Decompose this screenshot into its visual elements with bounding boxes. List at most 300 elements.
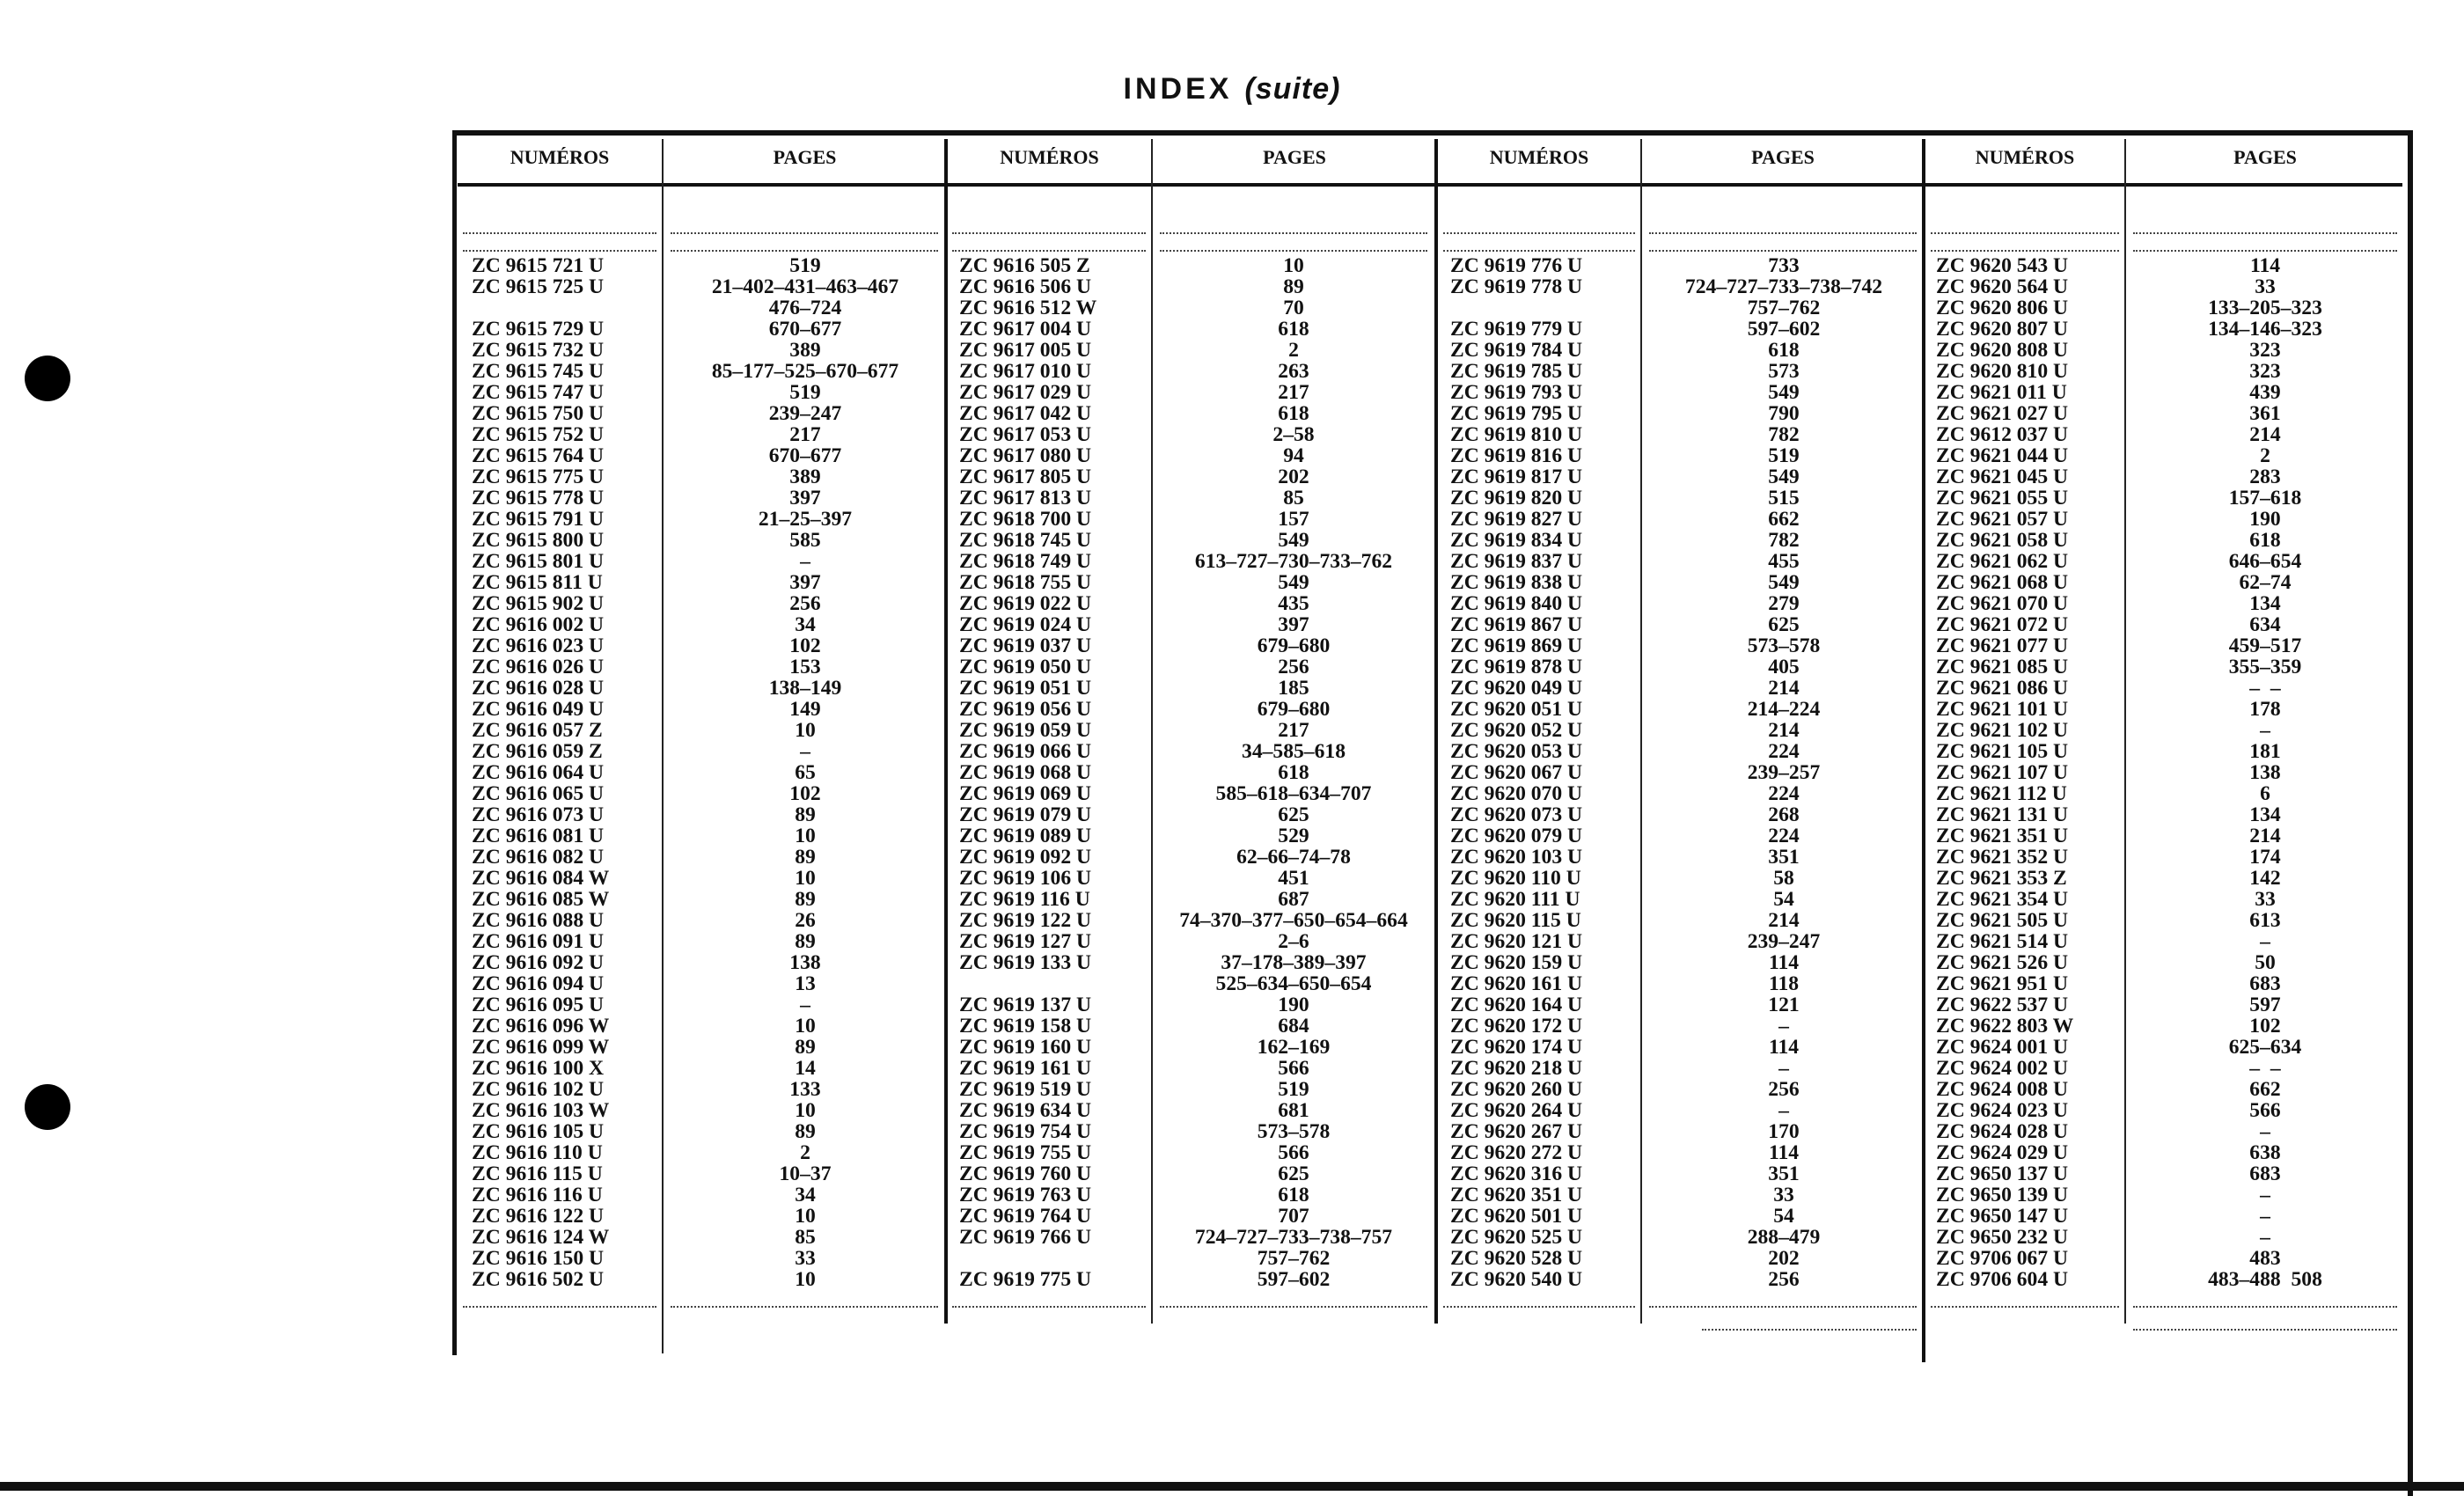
- index-pages: 153: [789, 656, 821, 678]
- index-number: ZC 9619 116 U: [959, 888, 1090, 911]
- index-pages: 174: [2249, 846, 2281, 869]
- index-pages: 224: [1768, 740, 1800, 763]
- index-number: ZC 9706 604 U: [1936, 1268, 2069, 1291]
- index-number: ZC 9619 878 U: [1450, 656, 1583, 678]
- index-number: ZC 9619 793 U: [1450, 381, 1583, 404]
- index-number: ZC 9706 067 U: [1936, 1247, 2069, 1270]
- index-number: [472, 297, 658, 319]
- index-pages: 519: [1278, 1078, 1309, 1101]
- index-pages: 202: [1278, 466, 1309, 488]
- index-pages: 573–578: [1747, 634, 1821, 657]
- index-pages: 613: [2249, 909, 2281, 932]
- index-number: ZC 9618 700 U: [959, 508, 1092, 531]
- index-pages: 138–149: [768, 677, 842, 700]
- index-number: ZC 9619 160 U: [959, 1036, 1092, 1059]
- index-number: ZC 9620 079 U: [1450, 825, 1583, 847]
- index-number: ZC 9619 122 U: [959, 909, 1092, 932]
- index-pages: 10: [795, 867, 816, 890]
- index-number: ZC 9619 778 U: [1450, 275, 1583, 298]
- index-pages: 566: [1278, 1057, 1309, 1080]
- index-number: ZC 9619 820 U: [1450, 487, 1583, 510]
- index-pages: 634: [2249, 613, 2281, 636]
- index-number: ZC 9620 110 U: [1450, 867, 1581, 890]
- index-pages: 597–602: [1747, 318, 1821, 341]
- index-pages: 613–727–730–733–762: [1194, 550, 1393, 573]
- index-number: ZC 9617 010 U: [959, 360, 1092, 383]
- index-pages: 389: [789, 466, 821, 488]
- index-number: ZC 9615 752 U: [472, 423, 605, 446]
- index-number: ZC 9620 052 U: [1450, 719, 1583, 742]
- index-pages: 114: [1768, 1141, 1800, 1164]
- index-number: ZC 9621 505 U: [1936, 909, 2069, 932]
- index-number: ZC 9624 029 U: [1936, 1141, 2069, 1164]
- index-pages: 65: [795, 761, 816, 784]
- index-pages: –: [800, 994, 810, 1016]
- index-pages: 483–488 508: [2208, 1268, 2322, 1291]
- index-number: ZC 9620 267 U: [1450, 1120, 1583, 1143]
- index-pages: 94: [1283, 444, 1304, 467]
- index-pages: 397: [789, 487, 821, 510]
- index-pages: 2–58: [1272, 423, 1315, 446]
- index-pages: 515: [1768, 487, 1800, 510]
- index-pages: 525–634–650–654: [1215, 972, 1372, 995]
- index-number: ZC 9616 091 U: [472, 930, 605, 953]
- index-pages: 89: [795, 1120, 816, 1143]
- index-number: ZC 9619 779 U: [1450, 318, 1583, 341]
- index-number: ZC 9621 112 U: [1936, 782, 2067, 805]
- index-pages: 21–402–431–463–467: [711, 275, 899, 298]
- index-pages: 89: [795, 846, 816, 869]
- index-pages: 351: [1768, 846, 1800, 869]
- index-number: ZC 9619 827 U: [1450, 508, 1583, 531]
- index-number: ZC 9619 785 U: [1450, 360, 1583, 383]
- index-pages: 190: [2249, 508, 2281, 531]
- index-number: ZC 9619 834 U: [1450, 529, 1583, 552]
- index-number: ZC 9621 072 U: [1936, 613, 2069, 636]
- index-pages: 34: [795, 1184, 816, 1206]
- index-number: ZC 9616 065 U: [472, 782, 605, 805]
- index-number: ZC 9621 044 U: [1936, 444, 2069, 467]
- index-number: ZC 9618 745 U: [959, 529, 1092, 552]
- index-number: ZC 9616 002 U: [472, 613, 605, 636]
- index-pages: –: [2260, 1120, 2270, 1143]
- index-pages: 214: [2249, 423, 2281, 446]
- index-number: ZC 9650 147 U: [1936, 1205, 2069, 1228]
- index-number: ZC 9617 004 U: [959, 318, 1092, 341]
- index-pages: 638: [2249, 1141, 2281, 1164]
- index-pages: 2: [1288, 339, 1299, 362]
- index-number: ZC 9620 501 U: [1450, 1205, 1583, 1228]
- index-number: ZC 9619 519 U: [959, 1078, 1092, 1101]
- index-number: ZC 9616 122 U: [472, 1205, 605, 1228]
- index-number: ZC 9615 791 U: [472, 508, 605, 531]
- index-pages: 121: [1768, 994, 1800, 1016]
- index-pages: 10: [795, 1015, 816, 1038]
- index-pages: 2: [2260, 444, 2270, 467]
- index-number: ZC 9616 028 U: [472, 677, 605, 700]
- index-number: ZC 9619 784 U: [1450, 339, 1583, 362]
- index-number: ZC 9620 260 U: [1450, 1078, 1583, 1101]
- index-number: ZC 9622 537 U: [1936, 994, 2069, 1016]
- index-number: ZC 9617 805 U: [959, 466, 1092, 488]
- index-number: ZC 9616 099 W: [472, 1036, 610, 1059]
- index-number: ZC 9616 100 X: [472, 1057, 605, 1080]
- index-pages: 89: [1283, 275, 1304, 298]
- index-number: ZC 9621 077 U: [1936, 634, 2069, 657]
- index-pages: 483: [2249, 1247, 2281, 1270]
- title-main: INDEX: [1123, 72, 1233, 106]
- index-number: ZC 9616 102 U: [472, 1078, 605, 1101]
- index-number: ZC 9616 085 W: [472, 888, 610, 911]
- index-pages: – –: [2249, 1057, 2281, 1080]
- title-sub: (suite): [1244, 72, 1341, 106]
- index-pages: 625: [1768, 613, 1800, 636]
- index-number: ZC 9612 037 U: [1936, 423, 2069, 446]
- index-number: ZC 9616 512 W: [959, 297, 1097, 319]
- index-pages: 687: [1278, 888, 1309, 911]
- index-pages: –: [2260, 1205, 2270, 1228]
- index-number: ZC 9619 810 U: [1450, 423, 1583, 446]
- index-pages: 181: [2249, 740, 2281, 763]
- index-number: ZC 9619 754 U: [959, 1120, 1092, 1143]
- index-number: ZC 9621 011 U: [1936, 381, 2067, 404]
- index-pages: 681: [1278, 1099, 1309, 1122]
- index-number: ZC 9615 800 U: [472, 529, 605, 552]
- index-number: ZC 9620 806 U: [1936, 297, 2069, 319]
- index-number: ZC 9616 084 W: [472, 867, 610, 890]
- index-pages: 790: [1768, 402, 1800, 425]
- index-pages: –: [1778, 1099, 1789, 1122]
- index-number: ZC 9616 082 U: [472, 846, 605, 869]
- index-number: ZC 9616 092 U: [472, 951, 605, 974]
- index-number: ZC 9621 514 U: [1936, 930, 2069, 953]
- index-number: [959, 1248, 1148, 1269]
- index-number: ZC 9619 089 U: [959, 825, 1092, 847]
- index-pages: 74–370–377–650–654–664: [1179, 909, 1408, 932]
- index-pages: 114: [2249, 254, 2281, 277]
- index-pages: 157–618: [2228, 487, 2302, 510]
- index-pages: 26: [795, 909, 816, 932]
- index-pages: 782: [1768, 529, 1800, 552]
- index-pages: 214: [1768, 719, 1800, 742]
- index-number: ZC 9650 232 U: [1936, 1226, 2069, 1249]
- index-number: ZC 9619 869 U: [1450, 634, 1583, 657]
- index-pages: 217: [789, 423, 821, 446]
- index-number: ZC 9619 092 U: [959, 846, 1092, 869]
- index-pages: 707: [1278, 1205, 1309, 1228]
- index-pages: 361: [2249, 402, 2281, 425]
- index-pages: 224: [1768, 825, 1800, 847]
- index-pages: 519: [789, 254, 821, 277]
- index-pages: 585: [789, 529, 821, 552]
- index-pages: 549: [1768, 381, 1800, 404]
- index-pages: –: [800, 550, 810, 573]
- table-frame-left: [452, 130, 457, 1355]
- index-pages: 217: [1278, 719, 1309, 742]
- index-number: ZC 9620 218 U: [1450, 1057, 1583, 1080]
- index-pages: –: [1778, 1015, 1789, 1038]
- numeros-column-4: [1936, 255, 2121, 1290]
- index-number: ZC 9620 121 U: [1450, 930, 1583, 953]
- index-pages: 597–602: [1257, 1268, 1331, 1291]
- index-pages: 62–66–74–78: [1236, 846, 1351, 869]
- index-number: ZC 9620 164 U: [1450, 994, 1583, 1016]
- index-pages: 185: [1278, 677, 1309, 700]
- index-pages: 50: [2255, 951, 2276, 974]
- index-pages: 782: [1768, 423, 1800, 446]
- index-pages: 13: [795, 972, 816, 995]
- index-pages: 34: [795, 613, 816, 636]
- index-number: ZC 9620 810 U: [1936, 360, 2069, 383]
- index-number: ZC 9620 807 U: [1936, 318, 2069, 341]
- index-number: ZC 9615 745 U: [472, 360, 605, 383]
- index-number: ZC 9616 502 U: [472, 1268, 605, 1291]
- index-pages: 256: [789, 592, 821, 615]
- index-number: ZC 9617 005 U: [959, 339, 1092, 362]
- index-pages: 178: [2249, 698, 2281, 721]
- index-number: ZC 9617 042 U: [959, 402, 1092, 425]
- index-number: ZC 9621 951 U: [1936, 972, 2069, 995]
- index-number: ZC 9618 749 U: [959, 550, 1092, 573]
- separator-1: [662, 139, 664, 1353]
- index-number: ZC 9620 115 U: [1450, 909, 1581, 932]
- pages-column-2: [1156, 255, 1431, 1290]
- index-number: ZC 9615 775 U: [472, 466, 605, 488]
- index-pages: 625–634: [2228, 1036, 2302, 1059]
- index-number: ZC 9615 729 U: [472, 318, 605, 341]
- index-number: ZC 9621 058 U: [1936, 529, 2069, 552]
- index-number: ZC 9624 008 U: [1936, 1078, 2069, 1101]
- index-number: ZC 9620 543 U: [1936, 254, 2069, 277]
- index-number: ZC 9621 070 U: [1936, 592, 2069, 615]
- index-pages: 389: [789, 339, 821, 362]
- index-number: ZC 9620 564 U: [1936, 275, 2069, 298]
- index-number: ZC 9620 111 U: [1450, 888, 1580, 911]
- index-number: ZC 9619 775 U: [959, 1268, 1092, 1291]
- index-pages: 202: [1768, 1247, 1800, 1270]
- index-pages: 2: [800, 1141, 810, 1164]
- index-pages: 757–762: [1257, 1247, 1331, 1270]
- index-pages: 597: [2249, 994, 2281, 1016]
- index-pages: 355–359: [2228, 656, 2302, 678]
- index-number: ZC 9624 028 U: [1936, 1120, 2069, 1143]
- index-pages: 435: [1278, 592, 1309, 615]
- index-number: ZC 9616 115 U: [472, 1162, 603, 1185]
- index-pages: 10: [795, 1205, 816, 1228]
- index-pages: 89: [795, 930, 816, 953]
- index-pages: 89: [795, 1036, 816, 1059]
- index-number: ZC 9615 725 U: [472, 275, 605, 298]
- index-number: ZC 9620 808 U: [1936, 339, 2069, 362]
- index-number: ZC 9619 760 U: [959, 1162, 1092, 1185]
- index-pages: 256: [1768, 1078, 1800, 1101]
- index-pages: 683: [2249, 1162, 2281, 1185]
- index-pages: 646–654: [2228, 550, 2302, 573]
- index-pages: 549: [1768, 466, 1800, 488]
- index-number: ZC 9616 026 U: [472, 656, 605, 678]
- index-pages: 138: [789, 951, 821, 974]
- index-number: ZC 9619 056 U: [959, 698, 1092, 721]
- index-pages: 263: [1278, 360, 1309, 383]
- index-pages: 62–74: [2239, 571, 2292, 594]
- index-number: ZC 9617 053 U: [959, 423, 1092, 446]
- index-number: ZC 9621 131 U: [1936, 803, 2069, 826]
- index-pages: 625: [1278, 1162, 1309, 1185]
- index-number: ZC 9621 086 U: [1936, 677, 2069, 700]
- index-pages: 102: [2249, 1015, 2281, 1038]
- index-pages: 157: [1278, 508, 1309, 531]
- index-number: ZC 9616 103 W: [472, 1099, 610, 1122]
- index-number: ZC 9620 103 U: [1450, 846, 1583, 869]
- index-pages: 283: [2249, 466, 2281, 488]
- index-number: ZC 9619 133 U: [959, 951, 1092, 974]
- index-pages: 476–724: [768, 297, 842, 319]
- header-pages-2: PAGES: [1263, 146, 1326, 168]
- index-pages: 21–25–397: [758, 508, 853, 531]
- index-pages: 662: [1768, 508, 1800, 531]
- index-number: ZC 9619 037 U: [959, 634, 1092, 657]
- index-pages: 89: [795, 888, 816, 911]
- index-number: ZC 9621 102 U: [1936, 719, 2069, 742]
- index-number: ZC 9622 803 W: [1936, 1015, 2074, 1038]
- index-pages: 679–680: [1257, 698, 1331, 721]
- index-pages: –: [2260, 930, 2270, 953]
- index-pages: –: [2260, 1184, 2270, 1206]
- index-pages: 351: [1768, 1162, 1800, 1185]
- index-number: ZC 9616 088 U: [472, 909, 605, 932]
- index-number: ZC 9621 107 U: [1936, 761, 2069, 784]
- index-number: ZC 9616 150 U: [472, 1247, 605, 1270]
- index-pages: 529: [1278, 825, 1309, 847]
- index-number: ZC 9616 110 U: [472, 1141, 603, 1164]
- index-pages: 37–178–389–397: [1221, 951, 1367, 974]
- binder-hole-top: [25, 356, 70, 401]
- index-pages: 85: [1283, 487, 1304, 510]
- index-number: ZC 9616 505 Z: [959, 254, 1090, 277]
- index-number: ZC 9620 172 U: [1450, 1015, 1583, 1038]
- index-number: ZC 9621 085 U: [1936, 656, 2069, 678]
- separator-3: [1151, 139, 1153, 1324]
- index-pages: 134: [2249, 803, 2281, 826]
- index-number: ZC 9619 050 U: [959, 656, 1092, 678]
- header-numeros-4: NUMÉROS: [1975, 146, 2075, 168]
- index-pages: 10: [795, 719, 816, 742]
- index-number: ZC 9620 067 U: [1450, 761, 1583, 784]
- index-number: ZC 9619 066 U: [959, 740, 1092, 763]
- index-number: ZC 9619 763 U: [959, 1184, 1092, 1206]
- index-pages: 455: [1768, 550, 1800, 573]
- index-number: ZC 9650 137 U: [1936, 1162, 2069, 1185]
- index-pages: 85: [795, 1226, 816, 1249]
- index-number: ZC 9619 022 U: [959, 592, 1092, 615]
- index-number: ZC 9616 095 U: [472, 994, 605, 1016]
- index-number: ZC 9617 080 U: [959, 444, 1092, 467]
- index-number: ZC 9621 027 U: [1936, 402, 2069, 425]
- index-pages: 625: [1278, 803, 1309, 826]
- index-number: ZC 9621 101 U: [1936, 698, 2069, 721]
- pages-column-3: [1647, 255, 1920, 1290]
- header-pages-4: PAGES: [2233, 146, 2297, 168]
- index-pages: 149: [789, 698, 821, 721]
- index-pages: 618: [1278, 318, 1309, 341]
- index-pages: 618: [1278, 761, 1309, 784]
- index-number: ZC 9621 351 U: [1936, 825, 2069, 847]
- index-number: ZC 9619 069 U: [959, 782, 1092, 805]
- index-number: ZC 9619 817 U: [1450, 466, 1583, 488]
- header-rule: [458, 183, 2402, 187]
- index-number: ZC 9621 045 U: [1936, 466, 2069, 488]
- index-pages: 102: [789, 782, 821, 805]
- index-number: ZC 9619 024 U: [959, 613, 1092, 636]
- index-number: ZC 9620 070 U: [1450, 782, 1583, 805]
- index-pages: 323: [2249, 339, 2281, 362]
- index-number: ZC 9619 634 U: [959, 1099, 1092, 1122]
- index-pages: 566: [1278, 1141, 1309, 1164]
- index-pages: 214: [1768, 909, 1800, 932]
- index-number: ZC 9620 174 U: [1450, 1036, 1583, 1059]
- index-pages: 618: [1278, 1184, 1309, 1206]
- index-pages: 10–37: [779, 1162, 832, 1185]
- index-pages: 733: [1768, 254, 1800, 277]
- index-number: ZC 9615 811 U: [472, 571, 603, 594]
- index-pages: 519: [789, 381, 821, 404]
- index-number: ZC 9616 064 U: [472, 761, 605, 784]
- index-number: ZC 9619 840 U: [1450, 592, 1583, 615]
- index-number: ZC 9624 002 U: [1936, 1057, 2069, 1080]
- index-pages: 138: [2249, 761, 2281, 784]
- index-number: ZC 9619 766 U: [959, 1226, 1092, 1249]
- index-number: ZC 9619 127 U: [959, 930, 1092, 953]
- index-number: ZC 9624 023 U: [1936, 1099, 2069, 1122]
- index-number: ZC 9621 352 U: [1936, 846, 2069, 869]
- index-pages: 10: [795, 1099, 816, 1122]
- index-pages: 54: [1773, 1205, 1794, 1228]
- index-pages: 724–727–733–738–757: [1194, 1226, 1393, 1249]
- index-number: ZC 9621 055 U: [1936, 487, 2069, 510]
- index-number: ZC 9615 732 U: [472, 339, 605, 362]
- index-number: ZC 9616 506 U: [959, 275, 1092, 298]
- page-title: [0, 72, 2464, 106]
- index-pages: 757–762: [1747, 297, 1821, 319]
- pages-column-1: [669, 255, 942, 1290]
- table-frame-right: [2408, 130, 2413, 1496]
- index-pages: 268: [1768, 803, 1800, 826]
- numeros-column-3: [1450, 255, 1637, 1290]
- index-pages: 214–224: [1747, 698, 1821, 721]
- index-pages: 573–578: [1257, 1120, 1331, 1143]
- index-pages: 256: [1768, 1268, 1800, 1291]
- index-number: ZC 9619 137 U: [959, 994, 1092, 1016]
- index-pages: 683: [2249, 972, 2281, 995]
- index-number: ZC 9615 902 U: [472, 592, 605, 615]
- index-pages: –: [800, 740, 810, 763]
- index-pages: 323: [2249, 360, 2281, 383]
- index-pages: 54: [1773, 888, 1794, 911]
- index-pages: 724–727–733–738–742: [1684, 275, 1883, 298]
- index-number: ZC 9621 354 U: [1936, 888, 2069, 911]
- index-number: ZC 9615 778 U: [472, 487, 605, 510]
- index-pages: 549: [1278, 571, 1309, 594]
- index-number: ZC 9621 068 U: [1936, 571, 2069, 594]
- index-number: ZC 9619 158 U: [959, 1015, 1092, 1038]
- index-number: ZC 9620 161 U: [1450, 972, 1583, 995]
- header-numeros-3: NUMÉROS: [1489, 146, 1589, 168]
- index-number: ZC 9619 059 U: [959, 719, 1092, 742]
- index-pages: 33: [1773, 1184, 1794, 1206]
- index-pages: 397: [789, 571, 821, 594]
- index-number: ZC 9624 001 U: [1936, 1036, 2069, 1059]
- index-number: ZC 9619 795 U: [1450, 402, 1583, 425]
